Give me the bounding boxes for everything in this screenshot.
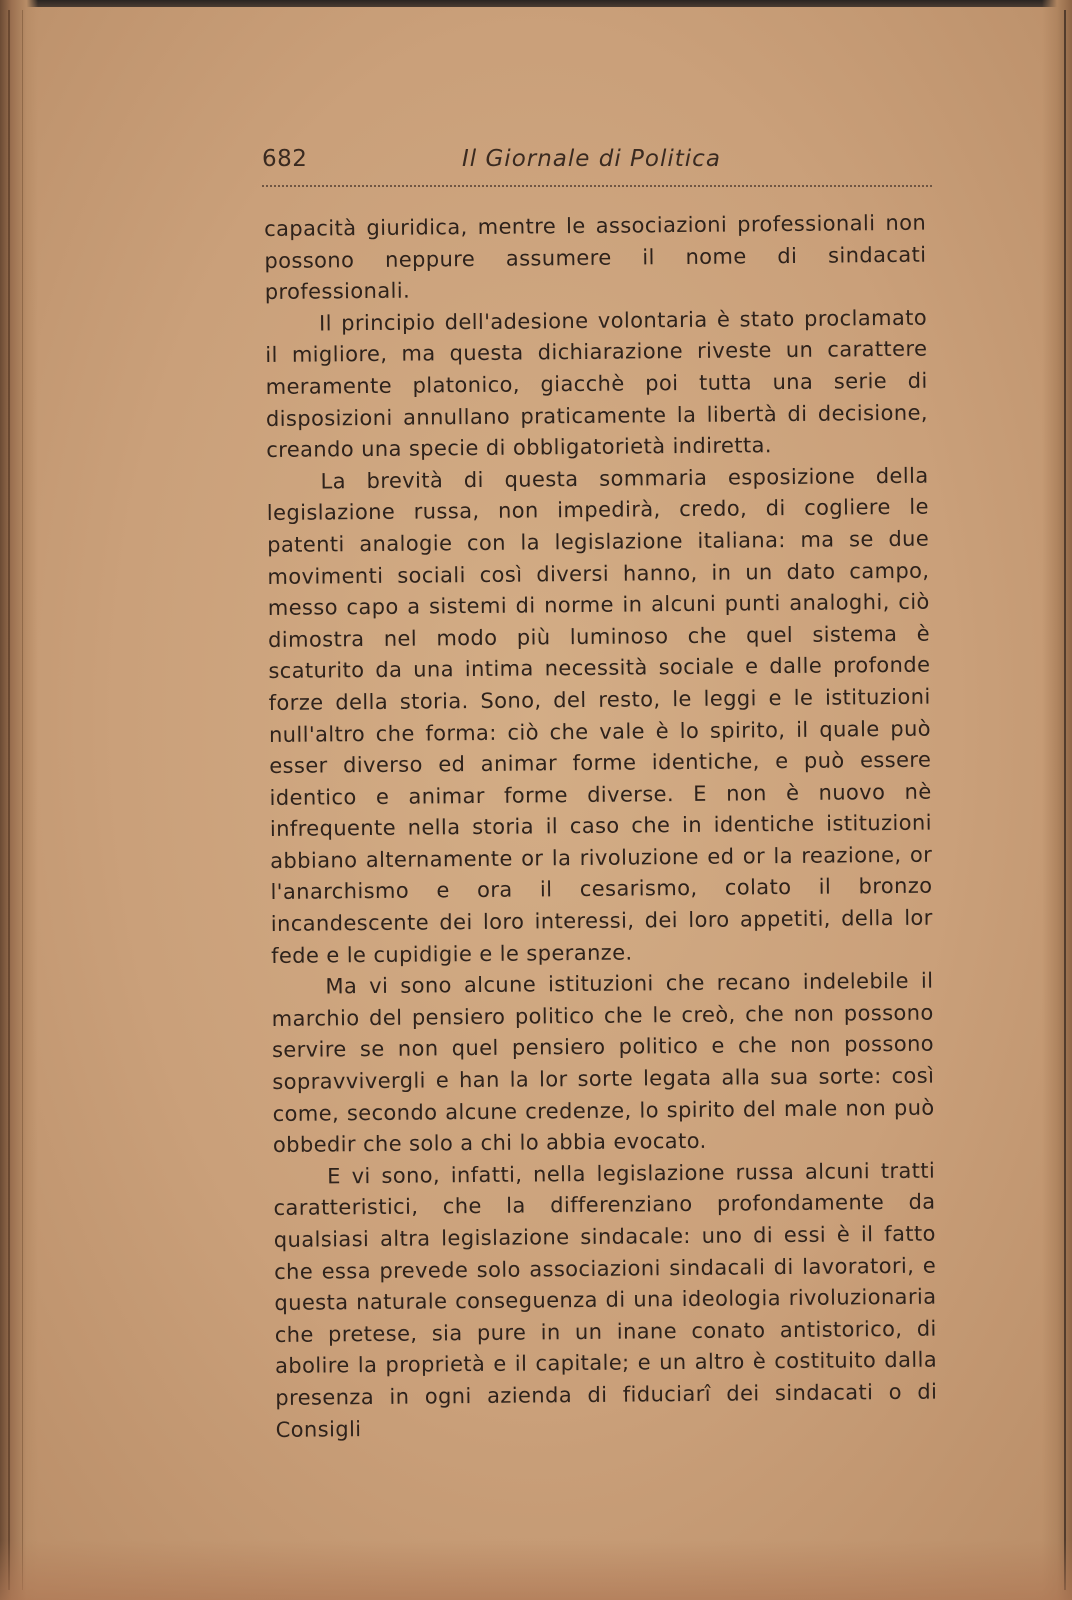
header-dotted-rule	[262, 185, 932, 187]
body-text	[264, 208, 938, 1446]
running-header	[262, 146, 922, 180]
journal-title: Il Giornale di Politica	[462, 146, 721, 172]
page-top-edge	[0, 0, 1072, 7]
binding-line	[22, 10, 23, 1590]
page-number: 682	[262, 146, 308, 172]
page-edge-line	[1064, 10, 1066, 1590]
binding-line	[8, 10, 10, 1590]
paragraph: La brevità di questa sommaria esposizione della legislazione russa, non impedirà, credo, di cogliere le patenti analogie con la legislazione italiana: ma se due movimenti sociali così diversi hanno, in un dato campo, messo capo a sistemi di norme in alcuni punti analoghi, ciò dimostra nel modo più luminoso che quel sistema è scaturito da una intima necessità sociale e dalle profonde forze della storia. Sono, del resto, le leggi e le istituzioni null'altro che forma: ciò che vale è lo spirito, il quale può esser diverso ed animar forme identiche, e può essere identico e animar forme diverse. E non è nuovo nè infrequente nella storia il caso che in identiche istituzioni abbiano alternamente or la rivoluzione ed or la reazione, or l'anarchismo e ora il cesarismo, colato il bronzo incandescente dei loro interessi, dei loro appetiti, della lor fede e le cupidigie e le speranze.	[266, 463, 933, 968]
book-binding-edge	[0, 0, 38, 1600]
paragraph: E vi sono, infatti, nella legislazione russa alcuni tratti caratteristici, che la differenziano profondamente da qualsiasi altra legislazione sindacale: uno di essi è il fatto che essa prevede solo associazioni sindacali di lavoratori, e questa naturale conseguenza di una ideologia rivoluzionaria che pretese, sia pure in un inane conato antistorico, di abolire la proprietà e il capitale; e un altro è costituito dalla presenza in ogni azienda di fiduciarî dei sindacati o di Consigli	[273, 1158, 938, 1442]
paragraph: Il principio dell'adesione volontaria è stato proclamato il migliore, ma questa dichiarazione riveste un carattere meramente platonico, giacchè poi tutta una serie di disposizioni annullano praticamente la libertà di decisione, creando una specie di obbligatorietà indiretta.	[265, 305, 929, 463]
paragraph: capacità giuridica, mentre le associazioni professionali non possono neppure assumere il nome di sindacati professionali.	[264, 210, 927, 305]
page-bottom-shadow	[0, 1540, 1072, 1600]
paragraph: Ma vi sono alcune istituzioni che recano indelebile il marchio del pensiero politico che le creò, che non possono servire se non quel pensiero politico e che non possono sopravvivergli e han la lor sorte legata alla sua sorte: così come, secondo alcune credenze, lo spirito del male non può obbedir che solo a chi lo abbia evocato.	[271, 968, 935, 1158]
page-right-edge	[1042, 0, 1072, 1600]
